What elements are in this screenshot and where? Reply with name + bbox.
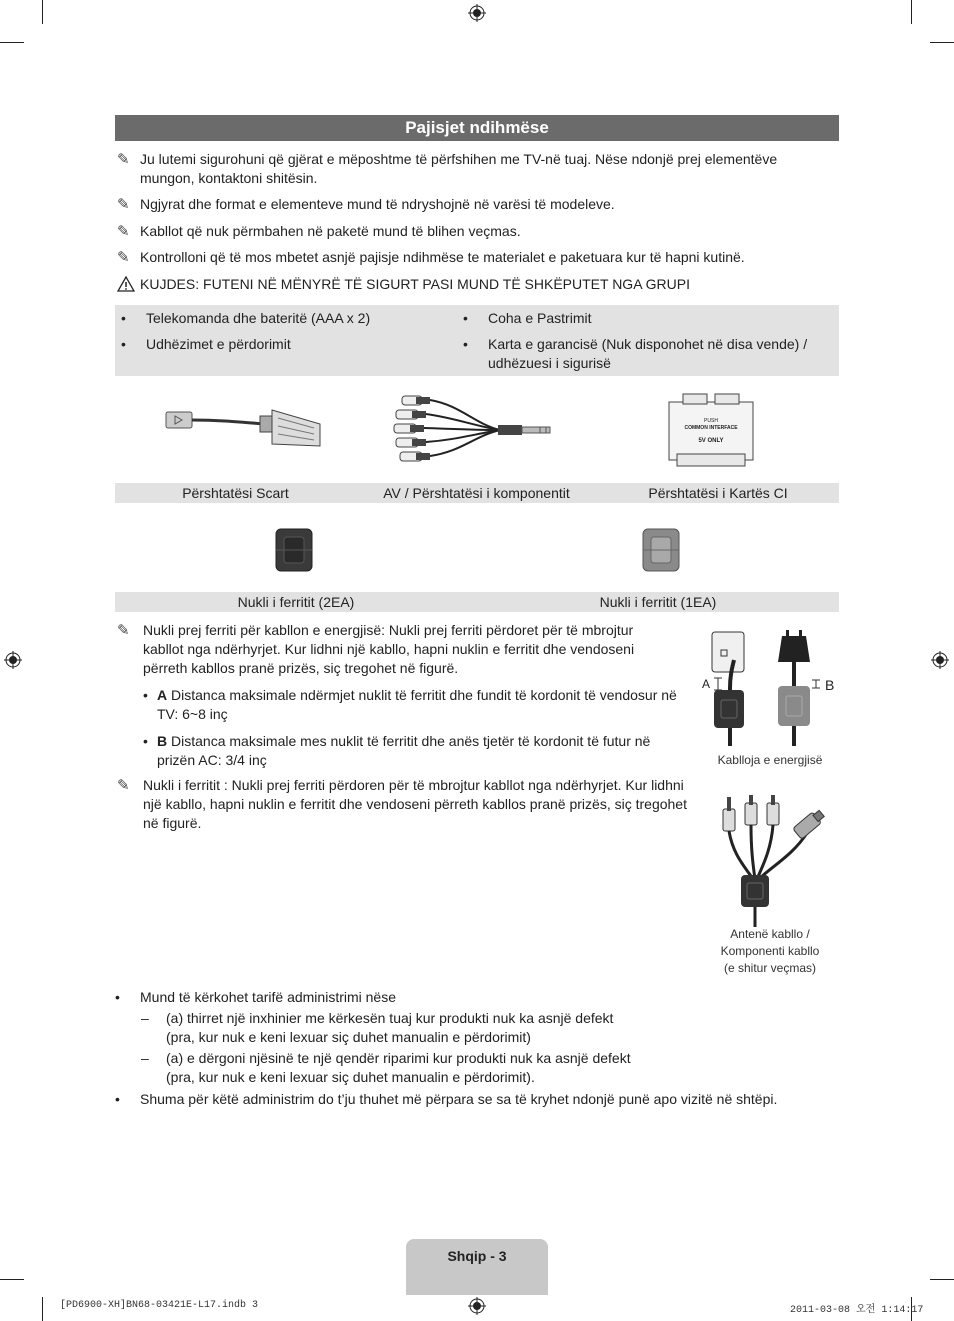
ci-adapter-caption: Përshtatësi i Kartës CI: [648, 485, 788, 501]
distance-b-item: • B Distanca maksimale mes nuklit të ferritit dhe anës tjetër të kordonit të futur në prizën AC: 3/4 inç: [143, 733, 651, 768]
note-text: Nukli prej ferriti për kabllon e energjisë: Nukli prej ferriti përdoret për të mbrojtur kabllot nga ndërhyrjet. Kur lidhni një kabllo, hapni nuklin e ferritit dhe vendoseni përreth kabllos pranë prizës, siç tregohet në figurë.: [143, 622, 635, 676]
antenna-caption-line-3: (e shitur veçmas): [723, 961, 817, 975]
ci-card-adapter-image: [663, 392, 759, 470]
note-text: Nukli i ferritit : Nukli prej ferriti përdoren për të mbrojtur kabllot nga ndërhyrjet. Kur lidhni një kabllo, hapni nuklin e ferritit dhe vendoseni përreth kabllos pranë prizës, siç tregohet në figurë.: [143, 777, 687, 831]
page-number: Shqip - 3: [406, 1239, 548, 1295]
ci-card-interface-text: COMMON INTERFACE: [684, 425, 738, 431]
registration-mark-icon: [468, 4, 486, 22]
registration-mark-icon: [4, 651, 22, 669]
antenna-component-cable-figure: [715, 795, 827, 927]
warning-text: KUJDES: FUTENI NË MËNYRË TË SIGURT PASI MUND TË SHKËPUTET NGA GRUPI: [140, 276, 690, 292]
pencil-icon: ✎: [117, 151, 130, 168]
fees-sub-item: – (a) e dërgoni njësinë te një qendër riparimi kur produkti nuk ka asnjë defekt (pra, kur nuk e keni lexuar siç duhet manualin e përdorimit).: [141, 1050, 631, 1085]
distance-a-item: • A Distanca maksimale ndërmjet nuklit të ferritit dhe fundit të kordonit të vendosur në TV: 6~8 inç: [143, 687, 677, 722]
list-item: • Coha e Pastrimit: [463, 310, 592, 326]
warning-icon: [117, 276, 135, 292]
antenna-caption-line-1: Antenë kabllo /: [730, 927, 810, 941]
section-title: Pajisjet ndihmëse: [115, 115, 839, 141]
av-component-adapter-image: [390, 390, 565, 470]
figure-label-a: A: [702, 677, 711, 691]
figure-label-b: B: [825, 677, 835, 693]
note: [117, 195, 817, 214]
file-info: [PD6900-XH]BN68-03421E-L17.indb 3: [60, 1300, 259, 1311]
power-cable-figure: [698, 628, 840, 746]
pencil-icon: ✎: [117, 777, 130, 794]
fees-item: • Mund të kërkohet tarifë administrimi nëse: [115, 989, 396, 1005]
ferrite-core-note: [117, 776, 692, 833]
fees-item: • Shuma për këtë administrim do t’ju thuhet më përpara se sa të kryhet ndonjë punë apo vizitë në shtëpi.: [115, 1091, 778, 1107]
note-text: Kabllot që nuk përmbahen në paketë mund të blihen veçmas.: [140, 223, 521, 239]
antenna-caption-line-2: Komponenti kabllo: [720, 944, 820, 958]
scart-adapter-image: [160, 400, 330, 456]
scart-adapter-caption: Përshtatësi Scart: [182, 485, 289, 501]
crop-mark: [930, 42, 954, 43]
crop-mark: [0, 42, 24, 43]
pencil-icon: ✎: [117, 622, 130, 639]
note-text: Kontrolloni që të mos mbetet asnjë pajisje ndihmëse te materialet e paketuara kur të hapni kutinë.: [140, 249, 745, 265]
ferrite-core-dark-image: [274, 527, 314, 573]
ferrite-1ea-caption: Nukli i ferritit (1EA): [599, 594, 717, 610]
fees-sub-item: – (a) thirret një inxhinier me kërkesën tuaj kur produkti nuk ka asnjë defekt (pra, kur nuk e keni lexuar siç duhet manualin e përdorimit): [141, 1010, 614, 1045]
note-text: Ngjyrat dhe format e elementeve mund të ndryshojnë në varësi të modeleve.: [140, 196, 615, 212]
crop-mark: [911, 0, 912, 24]
pencil-icon: ✎: [117, 249, 130, 266]
pencil-icon: ✎: [117, 196, 130, 213]
note-text: Ju lutemi sigurohuni që gjërat e mëposhtme të përfshihen me TV-në tuaj. Nëse ndonjë prej elementëve mungon, kontaktoni shitësin.: [140, 151, 778, 186]
pencil-icon: ✎: [117, 223, 130, 240]
warning: [117, 275, 837, 294]
ferrite-2ea-caption: Nukli i ferritit (2EA): [237, 594, 355, 610]
note: [117, 222, 817, 241]
registration-mark-icon: [931, 651, 949, 669]
crop-mark: [930, 1279, 954, 1280]
crop-mark: [42, 1297, 43, 1321]
av-adapter-caption: AV / Përshtatësi i komponentit: [383, 485, 570, 501]
ferrite-power-note: [117, 621, 672, 678]
power-cable-caption: Kablloja e energjisë: [717, 753, 823, 767]
crop-mark: [0, 1279, 24, 1280]
list-item: • Udhëzimet e përdorimit: [121, 336, 291, 352]
note: [117, 150, 817, 188]
registration-mark-icon: [468, 1297, 486, 1315]
crop-mark: [42, 0, 43, 24]
list-item: • Telekomanda dhe bateritë (AAA x 2): [121, 310, 371, 326]
list-item: • Karta e garancisë (Nuk disponohet në disa vende) / udhëzuesi i sigurisë: [463, 336, 808, 371]
ferrite-core-gray-image: [641, 527, 681, 573]
ci-card-voltage-text: 5V ONLY: [698, 438, 724, 444]
ci-card-push-text: PUSH: [704, 418, 718, 424]
note: [117, 248, 817, 267]
print-timestamp: 2011-03-08 오전 1:14:17: [790, 1305, 924, 1316]
